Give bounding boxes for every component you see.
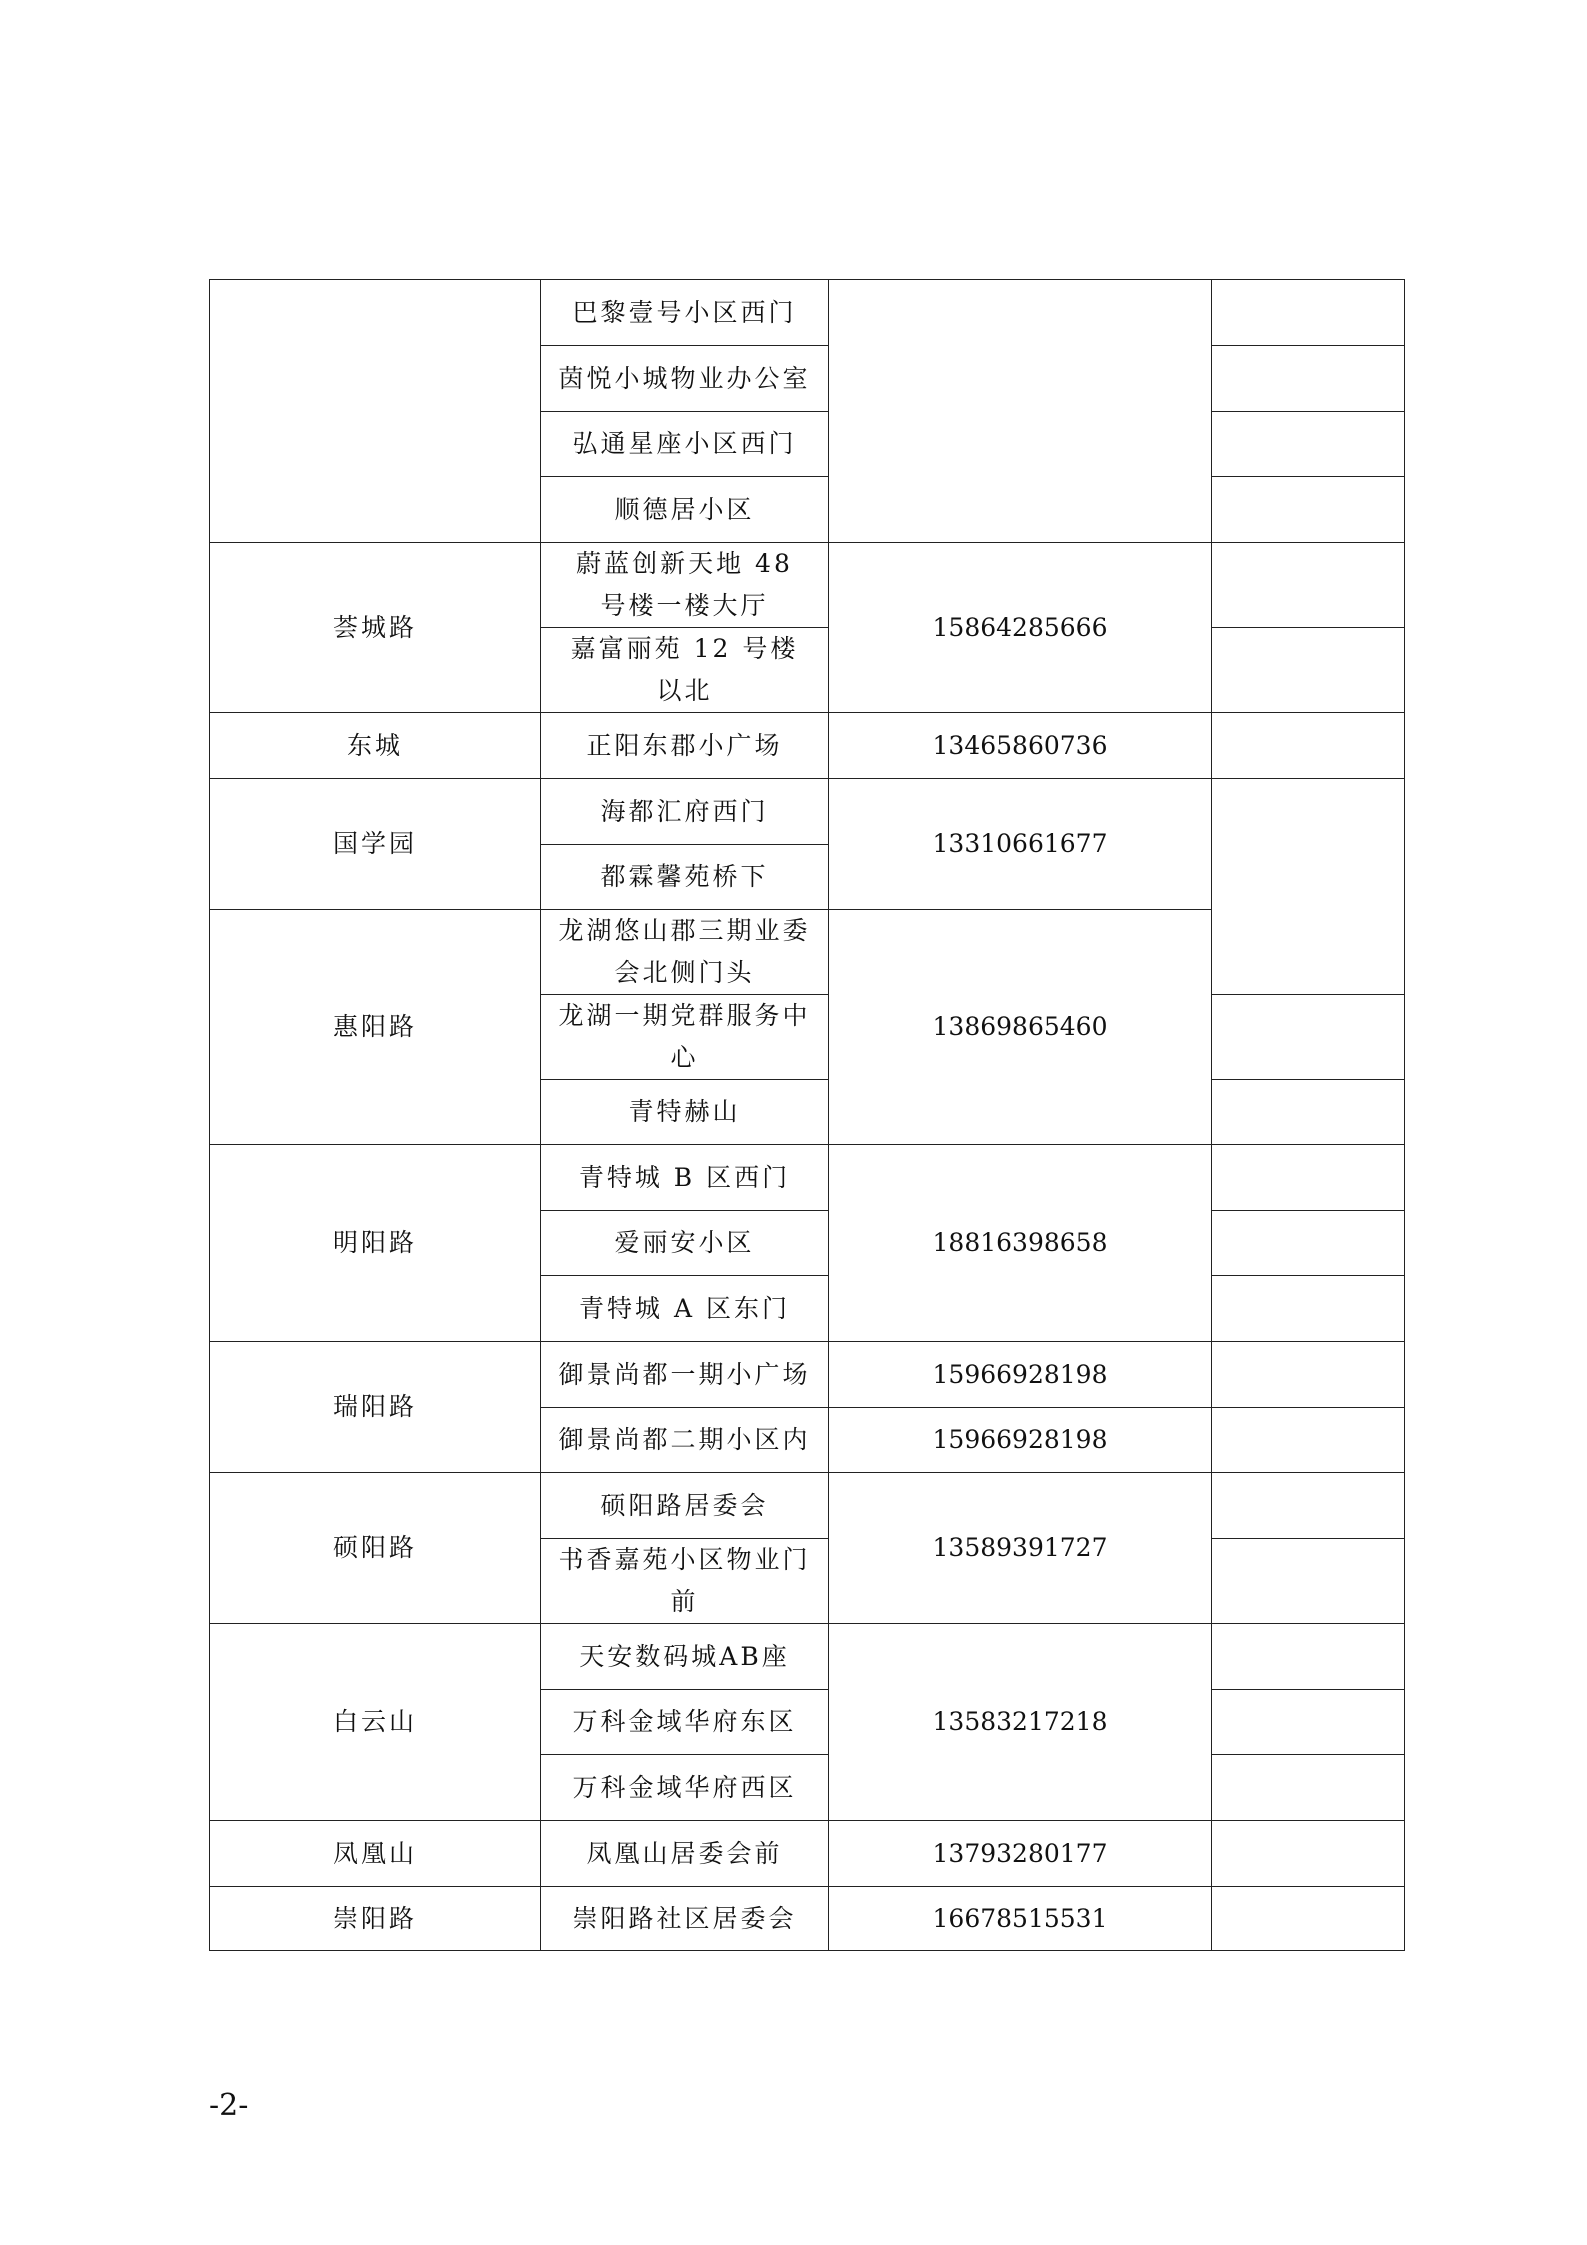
remark-cell [1212, 779, 1405, 995]
table-row [210, 1342, 1405, 1408]
community-cell: 荟城路 [210, 543, 541, 713]
remark-cell [1212, 412, 1405, 477]
location-cell: 嘉富丽苑 12 号楼以北 [541, 628, 829, 713]
location-cell: 硕阳路居委会 [541, 1473, 829, 1539]
community-cell: 国学园 [210, 779, 541, 910]
location-cell: 龙湖悠山郡三期业委会北侧门头 [541, 910, 829, 995]
remark-cell [1212, 280, 1405, 346]
location-cell: 御景尚都二期小区内 [541, 1408, 829, 1473]
remark-cell [1212, 1276, 1405, 1342]
location-cell: 蔚蓝创新天地 48 号楼一楼大厅 [541, 543, 829, 628]
remark-cell [1212, 1624, 1405, 1690]
community-cell: 白云山 [210, 1624, 541, 1821]
location-cell: 巴黎壹号小区西门 [541, 280, 829, 346]
location-cell: 万科金域华府西区 [541, 1755, 829, 1821]
location-cell: 海都汇府西门 [541, 779, 829, 845]
location-cell: 顺德居小区 [541, 477, 829, 543]
table-row [210, 280, 1405, 346]
community-cell: 硕阳路 [210, 1473, 541, 1624]
remark-cell [1212, 1145, 1405, 1211]
sampling-point-table [209, 279, 1405, 1951]
community-cell: 崇阳路 [210, 1887, 541, 1951]
location-cell: 正阳东郡小广场 [541, 713, 829, 779]
phone-cell: 15966928198 [829, 1408, 1212, 1473]
community-cell: 惠阳路 [210, 910, 541, 1145]
location-cell: 天安数码城AB座 [541, 1624, 829, 1690]
table-row [210, 1887, 1405, 1951]
remark-cell [1212, 1887, 1405, 1951]
community-cell: 明阳路 [210, 1145, 541, 1342]
table-row [210, 1473, 1405, 1539]
community-cell: 瑞阳路 [210, 1342, 541, 1473]
page-number: -2- [209, 2088, 249, 2123]
remark-cell [1212, 1755, 1405, 1821]
table-row [210, 1821, 1405, 1887]
remark-cell [1212, 346, 1405, 412]
location-cell: 青特赫山 [541, 1080, 829, 1145]
table-row [210, 1145, 1405, 1211]
remark-cell [1212, 628, 1405, 713]
phone-cell: 13465860736 [829, 713, 1212, 779]
phone-cell: 13869865460 [829, 910, 1212, 1145]
remark-cell [1212, 1821, 1405, 1887]
location-cell: 弘通星座小区西门 [541, 412, 829, 477]
remark-cell [1212, 995, 1405, 1080]
remark-cell [1212, 477, 1405, 543]
remark-cell [1212, 1473, 1405, 1539]
location-cell: 都霖馨苑桥下 [541, 845, 829, 910]
location-cell: 龙湖一期党群服务中心 [541, 995, 829, 1080]
phone-cell: 15864285666 [829, 543, 1212, 713]
phone-cell: 18816398658 [829, 1145, 1212, 1342]
remark-cell [1212, 1408, 1405, 1473]
location-cell: 青特城 A 区东门 [541, 1276, 829, 1342]
location-cell: 崇阳路社区居委会 [541, 1887, 829, 1951]
phone-cell: 13583217218 [829, 1624, 1212, 1821]
phone-cell [829, 280, 1212, 543]
location-cell: 书香嘉苑小区物业门前 [541, 1539, 829, 1624]
phone-cell: 13793280177 [829, 1821, 1212, 1887]
phone-cell: 15966928198 [829, 1342, 1212, 1408]
location-cell: 万科金域华府东区 [541, 1690, 829, 1755]
location-cell: 青特城 B 区西门 [541, 1145, 829, 1211]
community-cell: 东城 [210, 713, 541, 779]
community-cell: 凤凰山 [210, 1821, 541, 1887]
community-cell [210, 280, 541, 543]
location-cell: 御景尚都一期小广场 [541, 1342, 829, 1408]
phone-cell: 16678515531 [829, 1887, 1212, 1951]
location-cell: 凤凰山居委会前 [541, 1821, 829, 1887]
remark-cell [1212, 1690, 1405, 1755]
table-row [210, 779, 1405, 845]
remark-cell [1212, 1539, 1405, 1624]
phone-cell: 13310661677 [829, 779, 1212, 910]
phone-cell: 13589391727 [829, 1473, 1212, 1624]
table-row [210, 713, 1405, 779]
remark-cell [1212, 1342, 1405, 1408]
location-cell: 茵悦小城物业办公室 [541, 346, 829, 412]
remark-cell [1212, 543, 1405, 628]
table-row [210, 543, 1405, 628]
table-row [210, 1624, 1405, 1690]
remark-cell [1212, 1211, 1405, 1276]
remark-cell [1212, 1080, 1405, 1145]
remark-cell [1212, 713, 1405, 779]
location-cell: 爱丽安小区 [541, 1211, 829, 1276]
